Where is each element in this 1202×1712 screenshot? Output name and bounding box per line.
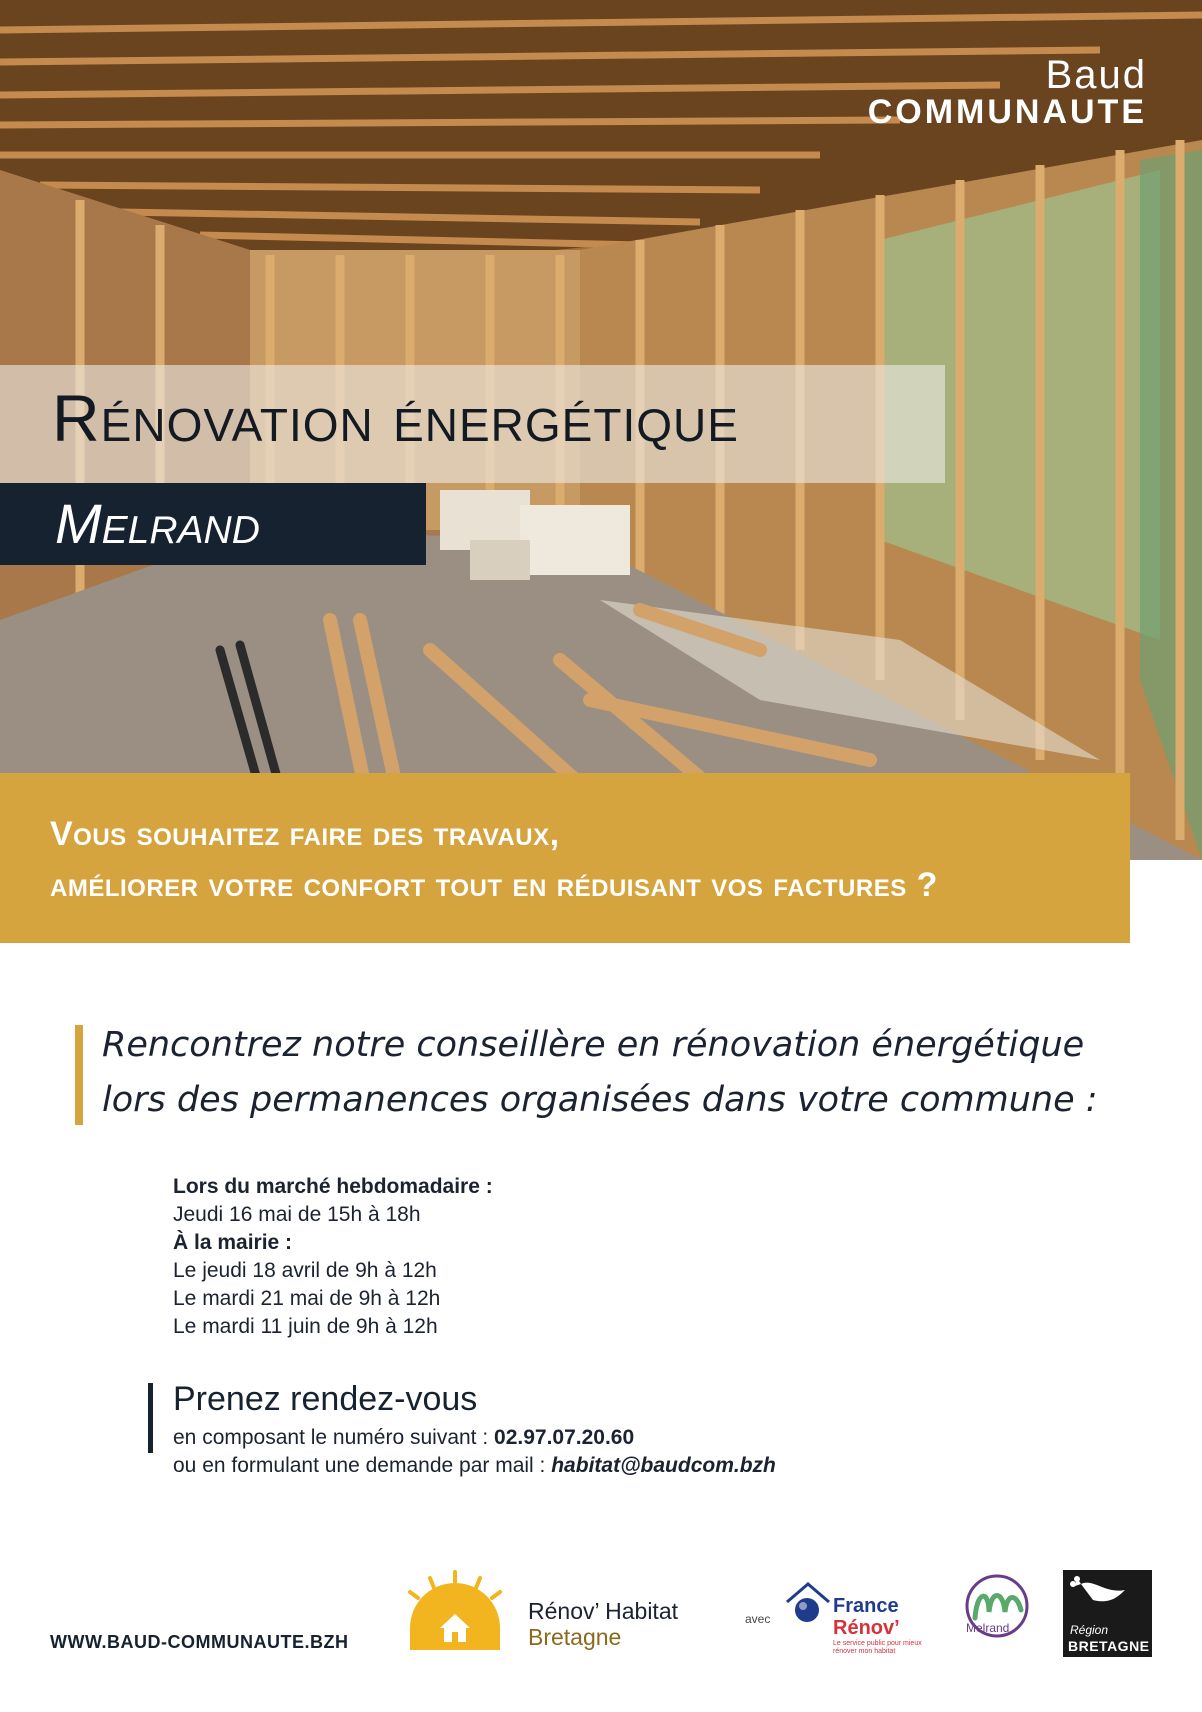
mairie-date: Le jeudi 18 avril de 9h à 12h xyxy=(173,1259,437,1282)
melrand-logo-text: Melrand xyxy=(966,1621,1010,1635)
rdv-accent-bar xyxy=(148,1383,153,1453)
place-name: Melrand xyxy=(55,492,260,555)
france-renov-line2: Rénov’ xyxy=(833,1617,900,1639)
rdv-title: Prenez rendez-vous xyxy=(173,1380,478,1418)
callout-banner xyxy=(0,773,1130,943)
region-line2: BRETAGNE xyxy=(1068,1638,1150,1654)
region-line1: Région xyxy=(1070,1623,1109,1637)
rdv-phone-prefix: en composant le numéro suivant : xyxy=(173,1426,495,1449)
renov-habitat-sun-icon xyxy=(400,1570,510,1655)
melrand-logo-icon xyxy=(955,1572,1040,1647)
mairie-date: Le mardi 11 juin de 9h à 12h xyxy=(173,1315,438,1338)
schedule xyxy=(173,1173,493,1341)
rdv-mail-prefix: ou en formulant une demande par mail : xyxy=(173,1454,552,1477)
mairie-heading: À la mairie : xyxy=(173,1231,293,1254)
market-date: Jeudi 16 mai de 15h à 18h xyxy=(173,1203,421,1226)
france-renov-line1: France xyxy=(833,1595,899,1617)
quote-accent-bar xyxy=(75,1025,83,1125)
website-link[interactable]: WWW.BAUD-COMMUNAUTE.BZH xyxy=(50,1632,349,1652)
page-title: Rénovation énergétique xyxy=(52,381,739,455)
market-heading: Lors du marché hebdomadaire : xyxy=(173,1175,493,1198)
intro-text: Rencontrez notre conseillère en rénovation énergétique lors des permanences organisées dans votre commune : xyxy=(102,1025,1098,1120)
callout-line-2: améliorer votre confort tout en réduisant vos factures ? xyxy=(50,866,938,904)
email-link[interactable]: habitat@baudcom.bzh xyxy=(551,1454,776,1477)
mairie-date: Le mardi 21 mai de 9h à 12h xyxy=(173,1287,441,1310)
renov-habitat-line1: Rénov’ Habitat xyxy=(528,1598,679,1624)
rdv-mail-line xyxy=(173,1452,776,1480)
ermine-icon xyxy=(1063,1570,1152,1625)
logo-line-communaute: COMMUNAUTE xyxy=(867,93,1147,131)
callout-line-1: Vous souhaitez faire des travaux, xyxy=(50,815,560,853)
phone-number[interactable]: 02.97.07.20.60 xyxy=(494,1426,635,1449)
baud-communaute-logo xyxy=(868,55,1147,129)
rdv-phone-line xyxy=(173,1424,634,1452)
france-renov-logo xyxy=(833,1595,900,1639)
renov-habitat-logo xyxy=(528,1598,678,1650)
logo-line-baud: Baud xyxy=(1045,53,1147,97)
avec-label: avec xyxy=(745,1612,771,1626)
renov-habitat-line2: Bretagne xyxy=(528,1624,622,1650)
france-renov-tagline: Le service public pour mieux rénover mon habitat xyxy=(833,1640,922,1655)
france-renov-house-icon xyxy=(783,1580,833,1635)
